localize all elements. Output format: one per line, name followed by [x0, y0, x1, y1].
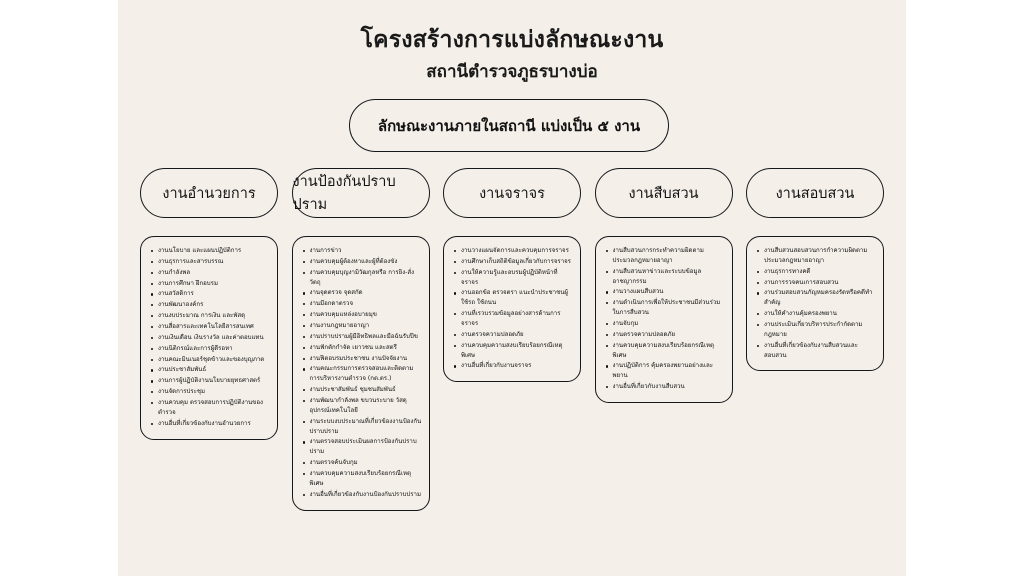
column-header: งานอำนวยการ [140, 168, 278, 218]
task-list [299, 246, 422, 500]
list-item: งานการข่าว [310, 246, 422, 256]
columns-container [140, 168, 884, 511]
column-header: งานป้องกันปราบปราม [292, 168, 430, 218]
list-item: งานออกข้อ ตรวจตรา แนะนำประชาชนผู้ใช้รถ ใช้ถนน [461, 288, 573, 308]
list-item: งานงบประมาณ การเงิน และพัสดุ [158, 311, 270, 321]
column-prevention-suppression [292, 168, 430, 511]
list-item: งานธุรการและสารบรรณ [158, 257, 270, 267]
task-list [753, 246, 876, 360]
list-item: งานวางแผนสืบสวน [613, 287, 725, 297]
column-administration [140, 168, 278, 511]
column-header: งานจราจร [443, 168, 581, 218]
list-item: งานการรวจคนเการสอบสวน [764, 278, 876, 288]
list-item: งานประชาสัมพันธ์ ชุมชนสัมพันธ์ [310, 385, 422, 395]
task-list [147, 246, 270, 429]
list-item: งานตรวจค้นจับกุม [310, 458, 422, 468]
list-item: งานดำเนินการเพื่อให้ประชาชนมีส่วนร่วมในการสืบสวน [613, 298, 725, 318]
list-item: งานอื่นที่เกี่ยวข้องกับงานป้องกันปราบปราม [309, 490, 421, 498]
page-subtitle: สถานีตำรวจภูธรบางบ่อ [426, 62, 598, 82]
list-item: งานตรวจสอบประเมินผลการป้องกันปราบปราม [310, 437, 422, 457]
page-title: โครงสร้างการแบ่งลักษณะงาน [360, 27, 664, 53]
list-item: งานสืบสวนหาข่าวและระบบข้อมูลอาชญากรรม [613, 267, 725, 287]
list-item: งานให้คำงานคุ้มครองพยาน [764, 309, 876, 319]
list-item: งานสืบสวนการกระทำความผิดตามประมวลกฎหมายอาญา [613, 246, 725, 266]
list-item: งานอื่นที่เกี่ยวกับงานสืบสวน [613, 382, 725, 392]
column-body [746, 236, 884, 371]
list-item: งานตรวจความปลอดภัย [613, 330, 725, 340]
list-item: งานธุรการทางคดี [764, 267, 876, 277]
list-item: งานที่เรวบรวมข้อมูลอย่างสารด้านการจราจร [461, 309, 573, 329]
list-item: งานนโยบาย และแผนปฏิบัติการ [158, 246, 270, 256]
right-margin [906, 0, 1024, 576]
list-item: งานควบคุม ตรวจสอบการปฏิบัติงานของตำรวจ [158, 398, 270, 418]
list-item: งานพัฒนาองค์กร [158, 300, 270, 310]
column-traffic [443, 168, 581, 511]
left-margin [0, 0, 118, 576]
root-node: ลักษณะงานภายในสถานี แบ่งเป็น ๕ งาน [349, 99, 669, 152]
list-item: งานอื่นที่เกี่ยวกับงานจราจร [461, 361, 573, 371]
list-item: งานจุดตรวจ จุดสกัด [310, 288, 422, 298]
column-body [140, 236, 278, 440]
column-body [595, 236, 733, 403]
list-item: งานควบคุมความสงบเรียบร้อยกรณีเหตุพิเศษ [461, 341, 573, 361]
list-item: งานร่วมสอบสวนกัญหมครองรัดหรือคดีทำสำคัญ [764, 288, 876, 308]
list-item: งานควบคุมความสงบเรียบร้อยกรณีเหตุพิเศษ [310, 469, 422, 489]
column-body [292, 236, 430, 511]
list-item: งานให้ความรู้และอบรมผู้ปฏิบัติหน้าที่จราจร [461, 268, 573, 288]
list-item: งานนิติกรณ์และการผู้ดีรอหา [158, 344, 270, 354]
task-list [450, 246, 573, 371]
column-header: งานสืบสวน [595, 168, 733, 218]
list-item: งานควบคุมแหล่งอบายมุข [310, 310, 422, 320]
list-item: งานปราบปรามผู้มีอิทธิพลและมือฉันรับปีข [310, 332, 422, 342]
list-item: งานกำลังพล [158, 268, 270, 278]
list-item: งานอื่นที่เกี่ยวข้องกับงานสืบสวนและสอบสวน [764, 341, 876, 361]
list-item: งานควบคุมความสงบเรียบร้อยกรณีเหตุพิเศษ [613, 341, 725, 361]
list-item: งานฟักตักกำจัด เยาวชน และสตรี [310, 343, 422, 353]
list-item: งานคณะกรรมการตรวจสอบและติดตามการบริหารงานตำรวจ (กต.ตร.) [310, 364, 422, 384]
list-item: งานเงินเดือน เงินรางวัล และค่าตอบแทน [158, 333, 270, 343]
list-item: งานวางแผนจัดการและควบคุมการจราจร [461, 246, 573, 256]
list-item: งานจัดการประชุม [158, 387, 270, 397]
list-item: งานอื่นที่เกี่ยวข้องกับงานอำนวยการ [158, 419, 270, 429]
column-inquiry [746, 168, 884, 511]
list-item: งานงานกฎหมายอาญา [310, 321, 422, 331]
list-item: งานการผู้ปฏิบัติงานนโยบายยุทธศาสตร์ [158, 376, 270, 386]
column-body [443, 236, 581, 382]
list-item: งานจับกุม [613, 319, 725, 329]
list-item: งานคณะมินเนอร์ชุดข้าวและของบุญภาต [158, 355, 270, 365]
list-item: งานสืบสวนสอบสวนการกำความผิดตามประมวลกฎหมายอาญา [764, 246, 876, 266]
list-item: งานพัฒนากำลังพล ขบวนระบาย วัสดุอุปกรณ์เทคโนโลยี [310, 396, 422, 416]
list-item: งานควบคุมผู้ต้องหาและผู้ที่ต้องขัง [310, 257, 422, 267]
list-item: งานศึกษาเก็บสถิติข้อมูลเกี่ยวกับการจราจร [461, 257, 573, 267]
list-item: งานประชาสัมพันธ์ [158, 365, 270, 375]
column-investigation [595, 168, 733, 511]
list-item: งานสื่อสารและเทคโนโลยีสารสนเทศ [158, 322, 270, 332]
list-item: งานปฏิบัติการ คุ้มครองพยานอย่างและพยาน [613, 361, 725, 381]
list-item: งานควบคุมบุญงามิวัฒกุลหรือ การยิง-สั่งวัตถุ [310, 268, 422, 288]
list-item: งานการศึกษา ฝึกอบรม [158, 279, 270, 289]
list-item: งานตรวจความปลอดภัย [461, 330, 573, 340]
list-item: งานมีอกดาตรวจ [310, 299, 422, 309]
list-item: งานฟิตอบรมประชาชน งานปัจจัยงาน [310, 354, 422, 364]
column-header: งานสอบสวน [746, 168, 884, 218]
task-list [602, 246, 725, 392]
list-item: งานระบบงบประมาณที่เกี่ยวข้องงานป้องกันปราบปราม [309, 417, 422, 435]
list-item: งานประเมินเกี่ยวบริหารประกำกัดตามกฎหมาย [764, 320, 876, 340]
list-item: งานสวัสดิการ [158, 289, 270, 299]
